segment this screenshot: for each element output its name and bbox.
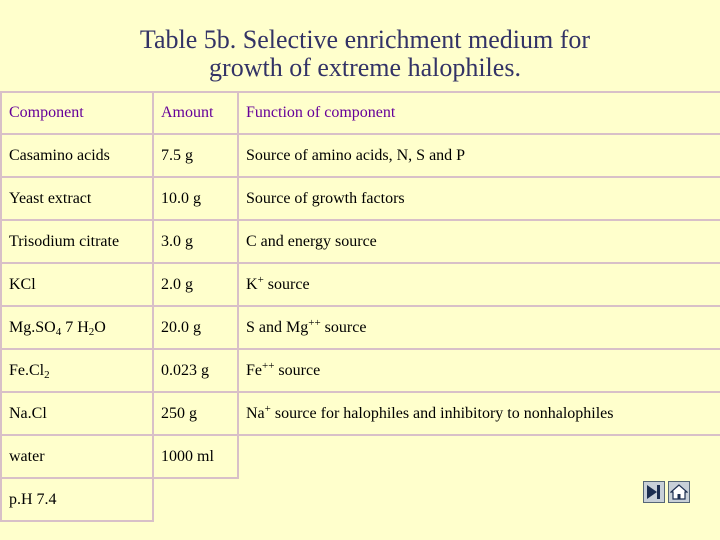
function-cell: Source of amino acids, N, S and P: [238, 134, 720, 177]
function-cell: [238, 263, 720, 306]
formula-subscript: 2: [44, 368, 50, 381]
table-row: [1, 478, 720, 521]
slide-navigation: [643, 481, 690, 503]
formula-subscript: 2: [88, 325, 95, 338]
component-cell: [1, 306, 153, 349]
function-cell: Source of growth factors: [238, 177, 720, 220]
component-cell: Trisodium citrate: [1, 220, 153, 263]
table-row: [1, 435, 720, 478]
table-row: [1, 177, 720, 220]
empty-cell: [238, 435, 720, 478]
function-cell: C and energy source: [238, 220, 720, 263]
header-function: Function of component: [238, 92, 720, 134]
component-cell: p.H 7.4: [1, 478, 153, 521]
charge-superscript: ++: [308, 316, 321, 329]
function-text: S and Mg: [246, 318, 309, 336]
amount-cell: 7.5 g: [153, 134, 238, 177]
function-text: source: [320, 318, 367, 336]
home-icon: [670, 483, 688, 501]
table-row: [1, 220, 720, 263]
table-row: [1, 306, 720, 349]
empty-cell: [153, 478, 238, 521]
formula-subscript: 4: [55, 325, 62, 338]
function-text: source: [263, 275, 310, 293]
component-cell: Na.Cl: [1, 392, 153, 435]
medium-table: [0, 91, 720, 522]
function-cell: [238, 392, 720, 435]
component-cell: KCl: [1, 263, 153, 306]
component-cell: water: [1, 435, 153, 478]
table-row: [1, 349, 720, 392]
function-text: Na: [246, 404, 265, 422]
function-text: source: [274, 361, 321, 379]
function-cell: [238, 349, 720, 392]
charge-superscript: ++: [262, 359, 275, 372]
table-row: [1, 134, 720, 177]
charge-superscript: +: [257, 273, 264, 286]
header-amount: Amount: [153, 92, 238, 134]
charge-superscript: +: [264, 402, 271, 415]
component-text: Mg.SO: [9, 318, 56, 336]
amount-cell: 3.0 g: [153, 220, 238, 263]
amount-cell: 250 g: [153, 392, 238, 435]
slide-title: [0, 26, 720, 82]
function-text: source for halophiles and inhibitory to nonhalophiles: [270, 404, 614, 422]
function-cell: [238, 306, 720, 349]
home-button[interactable]: [668, 481, 690, 503]
skip-to-end-button[interactable]: [643, 481, 665, 503]
component-cell: Casamino acids: [1, 134, 153, 177]
amount-cell: 10.0 g: [153, 177, 238, 220]
function-text: Fe: [246, 361, 262, 379]
amount-cell: 0.023 g: [153, 349, 238, 392]
title-line-2: growth of extreme halophiles.: [209, 53, 521, 82]
component-text: Fe.Cl: [9, 361, 45, 379]
component-cell: [1, 349, 153, 392]
amount-cell: 1000 ml: [153, 435, 238, 478]
component-cell: Yeast extract: [1, 177, 153, 220]
table-header-row: [1, 92, 720, 134]
skip-to-end-icon: [645, 483, 663, 501]
function-text: K: [246, 275, 258, 293]
header-component: Component: [1, 92, 153, 134]
table-row: [1, 263, 720, 306]
title-line-1: Table 5b. Selective enrichment medium for: [139, 25, 591, 54]
component-text: 7 H: [61, 318, 89, 336]
amount-cell: 20.0 g: [153, 306, 238, 349]
component-text: O: [94, 318, 106, 336]
table-row: [1, 392, 720, 435]
amount-cell: 2.0 g: [153, 263, 238, 306]
